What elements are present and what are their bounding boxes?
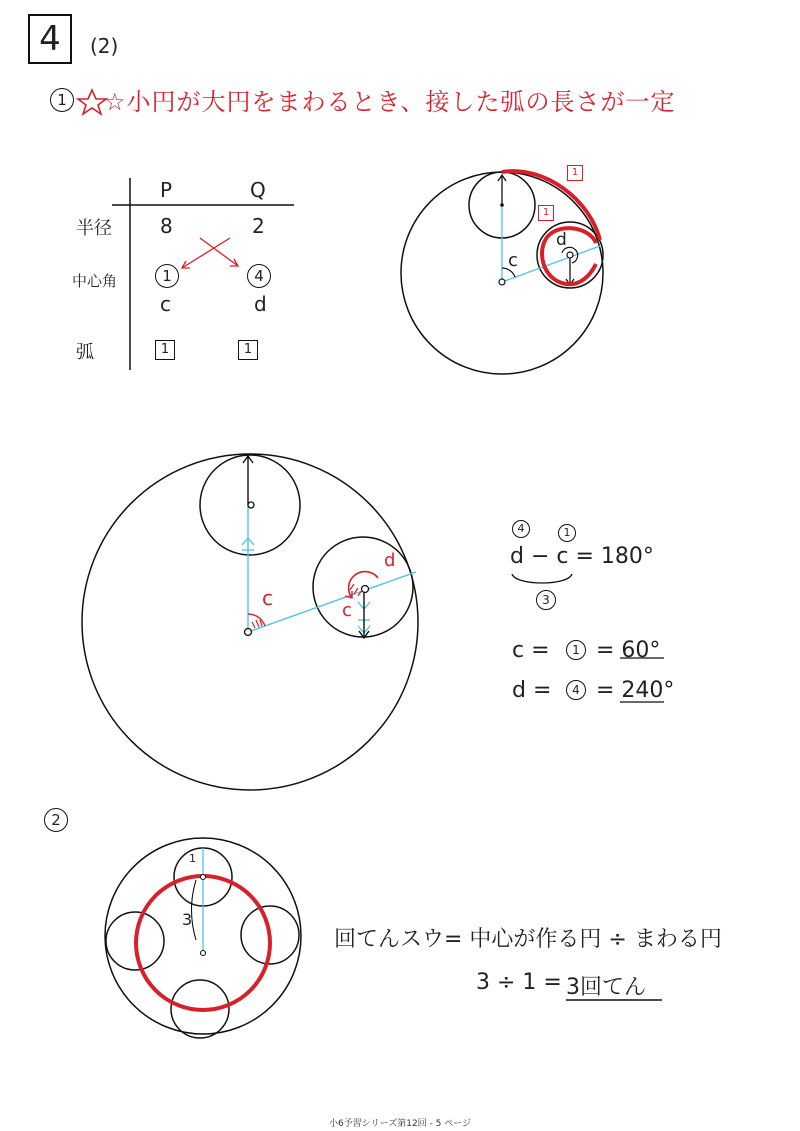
diagram2-label-c1: c — [262, 586, 273, 610]
eq-top-c-ratio: 1 — [558, 524, 576, 542]
section2-number: 2 — [44, 808, 68, 832]
section1-number: 1 — [50, 88, 74, 112]
equation-line3-lhs: d = — [512, 678, 552, 703]
diagram1-box-top: 1 — [567, 165, 583, 181]
table-row-arc: 弧 — [76, 342, 94, 363]
table-angle-p-var: c — [160, 292, 171, 316]
diagram1-label-d: d — [556, 230, 567, 250]
equation-line3-rhs: = 240° — [596, 678, 675, 703]
table-arc-p: 1 — [155, 340, 175, 360]
section2-calc: 3 ÷ 1 = — [476, 970, 562, 995]
diagram1 — [401, 171, 603, 374]
star-icon — [78, 90, 106, 114]
equation-line2-lhs: c = — [512, 638, 550, 663]
table-angle-p-ratio: 1 — [155, 264, 179, 288]
equation-line2-ratio: 1 — [566, 640, 586, 660]
diagram2-label-c2: c — [342, 600, 352, 621]
table-arc-q: 1 — [238, 340, 258, 360]
diagram1-box-mid: 1 — [538, 205, 554, 221]
table-row-radius: 半径 — [76, 218, 112, 239]
table-row-angle: 中心角 — [72, 272, 118, 290]
section2-label-1: 1 — [189, 852, 196, 865]
table-col-q: Q — [250, 178, 266, 202]
cross-arrows — [182, 238, 238, 268]
diagram2 — [82, 454, 418, 790]
equation-line3-ratio: 4 — [566, 680, 586, 700]
table-angle-q-ratio: 4 — [247, 264, 271, 288]
section2-rule: 回てんスウ= 中心が作る円 ÷ まわる円 — [334, 927, 722, 952]
section2-label-3: 3 — [182, 910, 193, 929]
page-footer: 小6予習シリーズ第12回 - 5 ページ — [328, 1119, 472, 1129]
part-label: (2) — [90, 34, 119, 58]
diagram2-label-d: d — [384, 550, 396, 571]
eq-top-d-ratio: 4 — [512, 520, 530, 538]
table-angle-q-var: d — [254, 292, 267, 316]
section2-answer: 3回てん — [566, 975, 646, 1000]
table-radius-q: 2 — [252, 214, 265, 238]
diagram1-label-c: c — [508, 250, 518, 271]
table-radius-p: 8 — [160, 214, 173, 238]
equation-line2-rhs: = 60° — [596, 638, 661, 663]
problem-number-box: 4 — [28, 14, 72, 64]
table-col-p: P — [160, 178, 173, 202]
eq-diff-mark: 3 — [536, 590, 556, 610]
section2-diagram — [105, 838, 301, 1038]
section1-heading: ☆小円が大円をまわるとき、接した弧の長さが一定 — [104, 88, 676, 116]
equation-line1: d − c = 180° — [510, 544, 654, 569]
